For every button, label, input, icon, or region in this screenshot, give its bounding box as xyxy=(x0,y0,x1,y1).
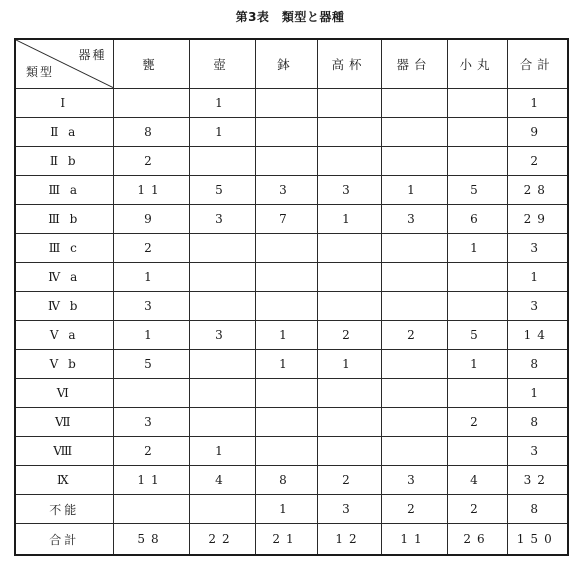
count-cell: 150 xyxy=(507,524,568,556)
count-cell: 21 xyxy=(255,524,317,556)
count-cell xyxy=(447,118,507,147)
count-cell: 2 xyxy=(447,495,507,524)
header-cell: 合計 xyxy=(507,39,568,89)
count-cell xyxy=(381,408,447,437)
table-row xyxy=(15,350,568,379)
header-cell: 壺 xyxy=(189,39,255,89)
count-cell xyxy=(255,263,317,292)
type-label: Ⅵ xyxy=(15,379,113,408)
header-row xyxy=(15,39,568,89)
header-cell: 小丸 xyxy=(447,39,507,89)
type-label: Ⅳ b xyxy=(15,292,113,321)
count-cell: 3 xyxy=(189,321,255,350)
count-cell xyxy=(317,89,381,118)
type-label: Ⅸ xyxy=(15,466,113,495)
count-cell xyxy=(255,437,317,466)
count-cell xyxy=(381,437,447,466)
count-cell xyxy=(189,234,255,263)
count-cell xyxy=(381,147,447,176)
header-cell: 甕 xyxy=(113,39,189,89)
count-cell xyxy=(255,89,317,118)
count-cell: 7 xyxy=(255,205,317,234)
count-cell xyxy=(189,292,255,321)
count-cell xyxy=(317,437,381,466)
count-cell: 4 xyxy=(189,466,255,495)
count-cell: 1 xyxy=(255,495,317,524)
count-cell: 11 xyxy=(113,466,189,495)
count-cell: 1 xyxy=(317,205,381,234)
count-cell xyxy=(317,379,381,408)
count-cell: 2 xyxy=(317,321,381,350)
table-row xyxy=(15,379,568,408)
count-cell xyxy=(317,234,381,263)
count-cell xyxy=(255,234,317,263)
count-cell xyxy=(113,495,189,524)
corner-label-vessel: 器種 xyxy=(78,48,107,62)
count-cell: 3 xyxy=(189,205,255,234)
count-cell: 1 xyxy=(447,234,507,263)
count-cell xyxy=(255,147,317,176)
type-label: Ⅶ xyxy=(15,408,113,437)
header-cell: 高杯 xyxy=(317,39,381,89)
count-cell xyxy=(189,350,255,379)
count-cell: 1 xyxy=(113,321,189,350)
count-cell xyxy=(189,379,255,408)
count-cell: 28 xyxy=(507,176,568,205)
count-cell xyxy=(113,379,189,408)
type-vessel-table xyxy=(14,38,569,556)
count-cell: 2 xyxy=(381,495,447,524)
count-cell xyxy=(113,89,189,118)
count-cell xyxy=(189,147,255,176)
type-label: Ⅴ a xyxy=(15,321,113,350)
type-label: Ⅳ a xyxy=(15,263,113,292)
header-cell: 器台 xyxy=(381,39,447,89)
count-cell: 1 xyxy=(189,118,255,147)
count-cell xyxy=(381,118,447,147)
type-label: Ⅰ xyxy=(15,89,113,118)
count-cell: 3 xyxy=(113,292,189,321)
count-cell: 1 xyxy=(317,350,381,379)
count-cell: 3 xyxy=(507,292,568,321)
count-cell: 14 xyxy=(507,321,568,350)
type-label: Ⅲ c xyxy=(15,234,113,263)
count-cell xyxy=(255,292,317,321)
count-cell: 3 xyxy=(317,176,381,205)
count-cell xyxy=(447,89,507,118)
total-row xyxy=(15,524,568,556)
table-row xyxy=(15,118,568,147)
table-caption: 第3表 類型と器種 xyxy=(235,10,345,24)
count-cell: 58 xyxy=(113,524,189,556)
count-cell: 8 xyxy=(507,350,568,379)
count-cell: 3 xyxy=(381,466,447,495)
count-cell: 2 xyxy=(113,437,189,466)
table-row xyxy=(15,176,568,205)
count-cell xyxy=(447,437,507,466)
count-cell xyxy=(317,292,381,321)
count-cell: 12 xyxy=(317,524,381,556)
count-cell: 1 xyxy=(255,350,317,379)
count-cell: 2 xyxy=(507,147,568,176)
table-row xyxy=(15,292,568,321)
count-cell: 2 xyxy=(113,147,189,176)
count-cell xyxy=(381,379,447,408)
count-cell: 3 xyxy=(317,495,381,524)
corner-cell xyxy=(15,39,113,89)
count-cell: 32 xyxy=(507,466,568,495)
count-cell xyxy=(317,408,381,437)
count-cell xyxy=(447,379,507,408)
table-row xyxy=(15,321,568,350)
table-row xyxy=(15,263,568,292)
count-cell xyxy=(381,263,447,292)
count-cell: 1 xyxy=(189,437,255,466)
count-cell: 1 xyxy=(113,263,189,292)
count-cell: 8 xyxy=(255,466,317,495)
table-body xyxy=(15,89,568,556)
count-cell xyxy=(381,89,447,118)
table-row xyxy=(15,89,568,118)
count-cell: 8 xyxy=(113,118,189,147)
count-cell xyxy=(381,234,447,263)
count-cell: 29 xyxy=(507,205,568,234)
count-cell: 1 xyxy=(507,89,568,118)
count-cell: 22 xyxy=(189,524,255,556)
count-cell: 26 xyxy=(447,524,507,556)
count-cell xyxy=(317,147,381,176)
count-cell: 8 xyxy=(507,495,568,524)
type-label: Ⅲ b xyxy=(15,205,113,234)
table-row xyxy=(15,495,568,524)
type-label: Ⅲ a xyxy=(15,176,113,205)
count-cell: 11 xyxy=(113,176,189,205)
table-row xyxy=(15,234,568,263)
count-cell: 2 xyxy=(381,321,447,350)
count-cell xyxy=(317,263,381,292)
count-cell: 3 xyxy=(507,437,568,466)
type-label: 不能 xyxy=(15,495,113,524)
count-cell: 5 xyxy=(447,176,507,205)
count-cell xyxy=(317,118,381,147)
table-row xyxy=(15,408,568,437)
table-row xyxy=(15,437,568,466)
count-cell: 2 xyxy=(317,466,381,495)
count-cell: 9 xyxy=(113,205,189,234)
count-cell xyxy=(255,408,317,437)
table-row xyxy=(15,205,568,234)
table-row xyxy=(15,466,568,495)
type-label: Ⅴ b xyxy=(15,350,113,379)
count-cell xyxy=(447,263,507,292)
type-label: Ⅷ xyxy=(15,437,113,466)
count-cell xyxy=(189,263,255,292)
header-cell: 鉢 xyxy=(255,39,317,89)
count-cell: 4 xyxy=(447,466,507,495)
count-cell: 11 xyxy=(381,524,447,556)
count-cell: 9 xyxy=(507,118,568,147)
count-cell: 6 xyxy=(447,205,507,234)
count-cell: 3 xyxy=(507,234,568,263)
count-cell: 8 xyxy=(507,408,568,437)
count-cell: 1 xyxy=(189,89,255,118)
count-cell: 3 xyxy=(381,205,447,234)
count-cell xyxy=(447,147,507,176)
count-cell: 1 xyxy=(447,350,507,379)
type-label: Ⅱ a xyxy=(15,118,113,147)
count-cell xyxy=(189,495,255,524)
count-cell: 3 xyxy=(255,176,317,205)
count-cell: 3 xyxy=(113,408,189,437)
count-cell xyxy=(381,350,447,379)
count-cell xyxy=(381,292,447,321)
total-label: 合計 xyxy=(15,524,113,556)
count-cell: 1 xyxy=(255,321,317,350)
corner-label-type: 類型 xyxy=(26,65,55,79)
count-cell: 1 xyxy=(381,176,447,205)
count-cell xyxy=(447,292,507,321)
count-cell: 1 xyxy=(507,379,568,408)
count-cell: 5 xyxy=(447,321,507,350)
count-cell: 2 xyxy=(113,234,189,263)
count-cell xyxy=(255,379,317,408)
count-cell: 5 xyxy=(113,350,189,379)
count-cell: 2 xyxy=(447,408,507,437)
count-cell: 1 xyxy=(507,263,568,292)
type-label: Ⅱ b xyxy=(15,147,113,176)
count-cell xyxy=(189,408,255,437)
count-cell: 5 xyxy=(189,176,255,205)
count-cell xyxy=(255,118,317,147)
table-row xyxy=(15,147,568,176)
